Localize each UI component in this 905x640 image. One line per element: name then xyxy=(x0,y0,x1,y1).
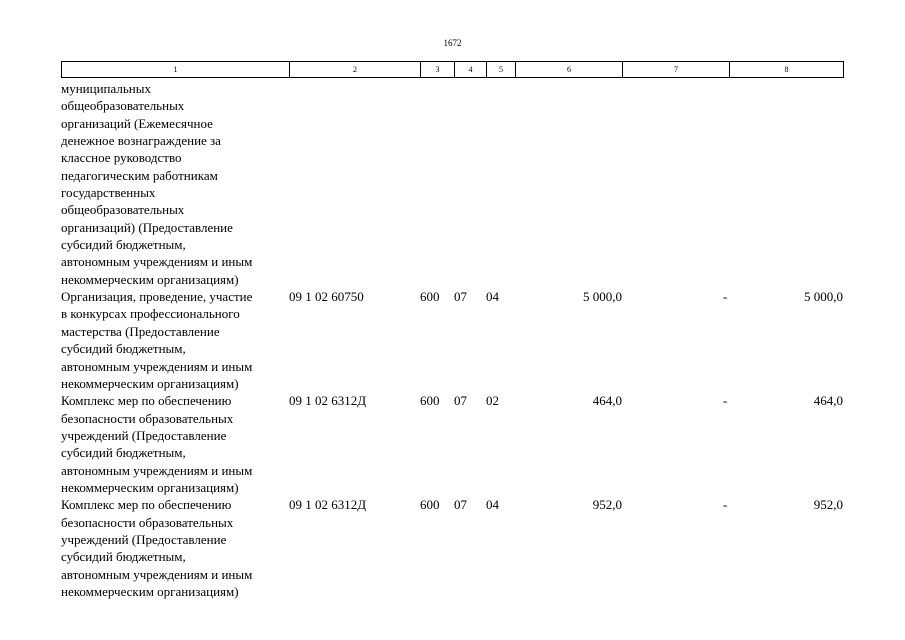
row-col7: - xyxy=(723,289,728,305)
row-name: Комплекс мер по обеспечению безопасности образовательных учреждений (Предоставление субсидий бюджетным, автономным учреждениям и иным некоммерческим организациям) xyxy=(61,393,253,495)
row-rz: 07 xyxy=(454,393,467,409)
column-number: 7 xyxy=(623,62,730,78)
row-total: 464,0 xyxy=(813,393,843,409)
column-number: 4 xyxy=(455,62,487,78)
row-code: 09 1 02 6312Д xyxy=(289,393,367,409)
table-row xyxy=(61,392,845,496)
row-name: муниципальных общеобразовательных организаций (Ежемесячное денежное вознаграждение за классное руководство педагогическим работникам государственных общеобразовательных организаций) (Предоставление субсидий бюджетным, автономным учреждениям и иным некоммерческим организациям) xyxy=(61,81,253,287)
row-sum: 952,0 xyxy=(592,497,622,513)
table-body xyxy=(61,80,845,600)
column-number: 3 xyxy=(421,62,455,78)
column-number: 5 xyxy=(487,62,516,78)
row-rz: 07 xyxy=(454,289,467,305)
page-number: 1672 xyxy=(443,38,462,48)
row-name: Организация, проведение, участие в конкурсах профессионального мастерства (Предоставление субсидий бюджетным, автономным учреждениям и иным некоммерческим организациям) xyxy=(61,289,253,391)
table-row xyxy=(61,288,845,392)
table-row xyxy=(61,80,845,288)
column-number-header xyxy=(61,61,844,78)
row-vr: 600 xyxy=(420,393,440,409)
row-pr: 02 xyxy=(486,393,499,409)
table-row xyxy=(61,496,845,600)
row-sum: 464,0 xyxy=(592,393,622,409)
row-sum: 5 000,0 xyxy=(583,289,622,305)
column-number: 2 xyxy=(290,62,421,78)
column-number: 8 xyxy=(730,62,844,78)
row-name: Комплекс мер по обеспечению безопасности образовательных учреждений (Предоставление субсидий бюджетным, автономным учреждениям и иным некоммерческим организациям) xyxy=(61,497,253,599)
row-code: 09 1 02 6312Д xyxy=(289,497,367,513)
column-number: 1 xyxy=(62,62,290,78)
row-col7: - xyxy=(723,497,728,513)
row-vr: 600 xyxy=(420,289,440,305)
row-total: 5 000,0 xyxy=(804,289,843,305)
row-vr: 600 xyxy=(420,497,440,513)
row-col7: - xyxy=(723,393,728,409)
row-pr: 04 xyxy=(486,289,499,305)
row-total: 952,0 xyxy=(813,497,843,513)
row-rz: 07 xyxy=(454,497,467,513)
row-code: 09 1 02 60750 xyxy=(289,289,364,305)
column-number: 6 xyxy=(516,62,623,78)
row-pr: 04 xyxy=(486,497,499,513)
